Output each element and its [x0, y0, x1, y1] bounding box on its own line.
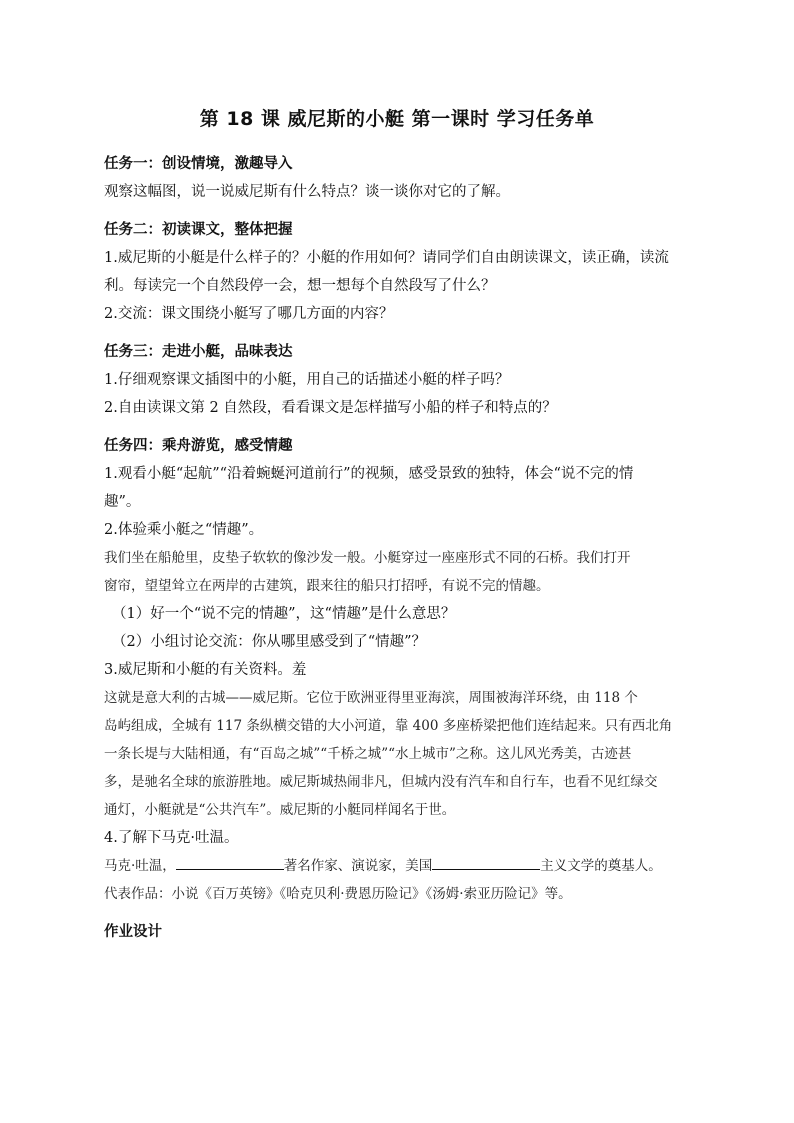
task-three-section [104, 338, 700, 422]
venice-info-line-4: 多，是驰名全球的旅游胜地。威尼斯城热闹非凡，但城内没有汽车和自行车，也看不见红绿交 [104, 774, 658, 790]
task-one-text: 观察这幅图，说一说威尼斯有什么特点？谈一谈你对它的了解。 [104, 184, 510, 200]
task-four-item-1-line-1: 1.观看小艇“起航”“沿着蜿蜒河道前行”的视频，感受景致的独特，体会“说不完的情 [104, 466, 634, 482]
document-body [104, 150, 700, 946]
task-four-section [104, 432, 700, 908]
task-one-heading: 任务一：创设情境，激趣导入 [104, 156, 293, 172]
story-excerpt-line-2: 窗帘，望望耸立在两岸的古建筑，跟来往的船只打招呼，有说不完的情趣。 [104, 578, 550, 594]
task-four-item-3-mark: 羞 [291, 662, 307, 678]
homework-heading: 作业设计 [104, 924, 162, 940]
task-three-item-2: 2.自由读课文第 2 自然段，看看课文是怎样描写小船的样子和特点的？ [104, 400, 557, 416]
venice-info-line-3: 一条长堤与大陆相通，有“百岛之城”“千桥之城”“水上城市”之称。这儿风光秀美，古迹甚 [104, 746, 632, 762]
task-two-item-2: 2.交流：课文围绕小艇写了哪几方面的内容？ [104, 306, 394, 322]
question-2: （2）小组讨论交流：你从哪里感受到了“情趣”？ [112, 634, 427, 650]
story-excerpt-line-1: 我们坐在船舱里，皮垫子软软的像沙发一般。小艇穿过一座座形式不同的石桥。我们打开 [104, 550, 631, 566]
venice-info-line-1: 这就是意大利的古城——威尼斯。它位于欧洲亚得里亚海滨，周围被海洋环绕，由 118 个 [104, 690, 638, 706]
venice-info-line-5: 通灯，小艇就是“公共汽车”。威尼斯的小艇同样闻名于世。 [104, 802, 456, 818]
task-four-item-2: 2.体验乘小艇之“情趣”。 [104, 522, 264, 538]
task-two-heading: 任务二：初读课文，整体把握 [104, 222, 293, 238]
representative-works: 代表作品：小说《百万英镑》《哈克贝利·费恩历险记》《汤姆·索亚历险记》等。 [104, 886, 572, 902]
task-three-item-1: 1.仔细观察课文插图中的小艇，用自己的话描述小艇的样子吗？ [104, 372, 510, 388]
mark-twain-part-2: 著名作家、演说家，美国 [283, 858, 433, 874]
task-one-section [104, 150, 700, 206]
task-two-section [104, 216, 700, 328]
task-four-item-3 [104, 656, 700, 684]
task-four-item-1-line-2: 趣”。 [104, 494, 141, 510]
task-four-item-3-text: 3.威尼斯和小艇的有关资料。 [104, 662, 292, 678]
task-four-heading: 任务四：乘舟游览，感受情趣 [104, 438, 293, 454]
task-four-item-4: 4.了解下马克·吐温。 [104, 830, 239, 846]
task-two-item-1-line-2: 利。每读完一个自然段停一会，想一想每个自然段写了什么？ [104, 278, 496, 294]
mark-twain-part-1: 马克·吐温， [104, 858, 176, 874]
task-two-item-1-line-1: 1.威尼斯的小艇是什么样子的？小艇的作用如何？请同学们自由朗读课文，读正确，读流 [104, 250, 669, 266]
blank-field-1[interactable] [176, 855, 284, 870]
blank-field-2[interactable] [432, 855, 540, 870]
task-three-heading: 任务三：走进小艇，品味表达 [104, 344, 293, 360]
mark-twain-fill-in [104, 852, 700, 880]
mark-twain-part-3: 主义文学的奠基人。 [540, 858, 662, 874]
venice-info-line-2: 岛屿组成，全城有 117 条纵横交错的大小河道，靠 400 多座桥梁把他们连结起来。只有西北角 [104, 718, 673, 734]
page-title: 第 18 课 威尼斯的小艇 第一课时 学习任务单 [199, 108, 595, 130]
question-1: （1）好一个“说不完的情趣”，这“情趣”是什么意思？ [112, 606, 456, 622]
